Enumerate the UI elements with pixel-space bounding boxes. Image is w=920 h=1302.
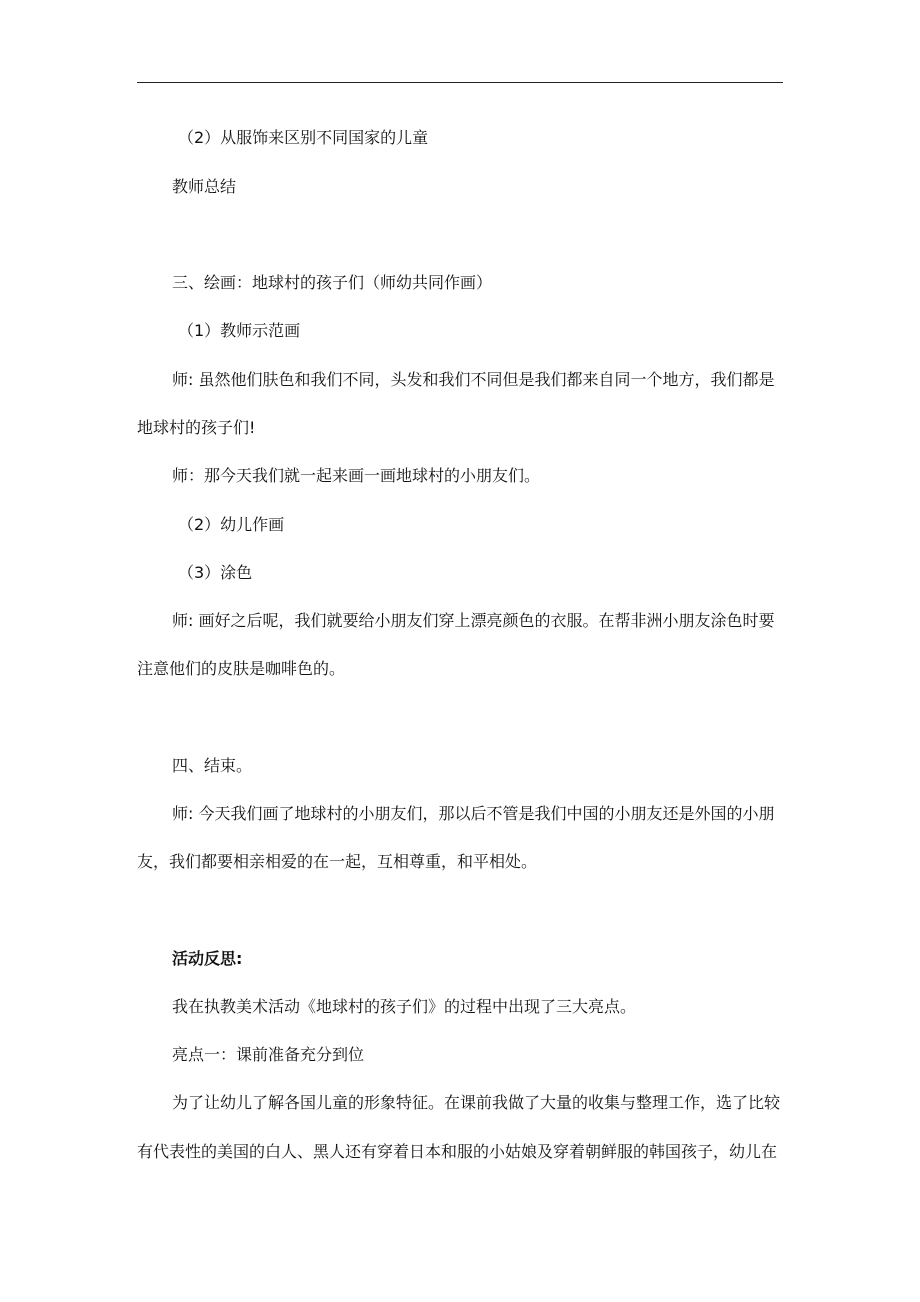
section-heading-ending: 四、结束。 — [172, 756, 253, 775]
paragraph-line: 师: 虽然他们肤色和我们不同，头发和我们不同但是我们都来自同一个地方，我们都是 — [172, 370, 775, 389]
subsection-clothing: （2）从服饰来区别不同国家的儿童 — [178, 128, 429, 147]
subsection-coloring: （3）涂色 — [178, 563, 253, 582]
paragraph-line: 地球村的孩子们! — [137, 418, 256, 437]
paragraph-line: 注意他们的皮肤是咖啡色的。 — [137, 659, 346, 678]
highlight-heading: 亮点一：课前准备充分到位 — [172, 1045, 365, 1064]
subsection-child-drawing: （2）幼儿作画 — [178, 515, 285, 534]
paragraph-line: 友，我们都要相亲相爱的在一起，互相尊重，和平相处。 — [137, 852, 538, 871]
paragraph-line: 为了让幼儿了解各国儿童的形象特征。在课前我做了大量的收集与整理工作，选了比较 — [172, 1093, 781, 1112]
section-heading-drawing: 三、绘画：地球村的孩子们（师幼共同作画） — [172, 273, 493, 292]
paragraph-line: 师: 画好之后呢，我们就要给小朋友们穿上漂亮颜色的衣服。在帮非洲小朋友涂色时要 — [172, 611, 775, 630]
header-rule — [137, 82, 783, 83]
paragraph-line: 有代表性的美国的白人、黑人还有穿着日本和服的小姑娘及穿着朝鲜服的韩国孩子，幼儿在 — [137, 1142, 778, 1161]
subsection-demo: （1）教师示范画 — [178, 321, 301, 340]
paragraph-line: 我在执教美术活动《地球村的孩子们》的过程中出现了三大亮点。 — [172, 997, 637, 1016]
paragraph-line: 师：那今天我们就一起来画一画地球村的小朋友们。 — [172, 466, 541, 485]
reflection-heading: 活动反思: — [172, 949, 243, 968]
paragraph-line: 师: 今天我们画了地球村的小朋友们，那以后不管是我们中国的小朋友还是外国的小朋 — [172, 804, 775, 823]
teacher-summary: 教师总结 — [172, 177, 237, 196]
